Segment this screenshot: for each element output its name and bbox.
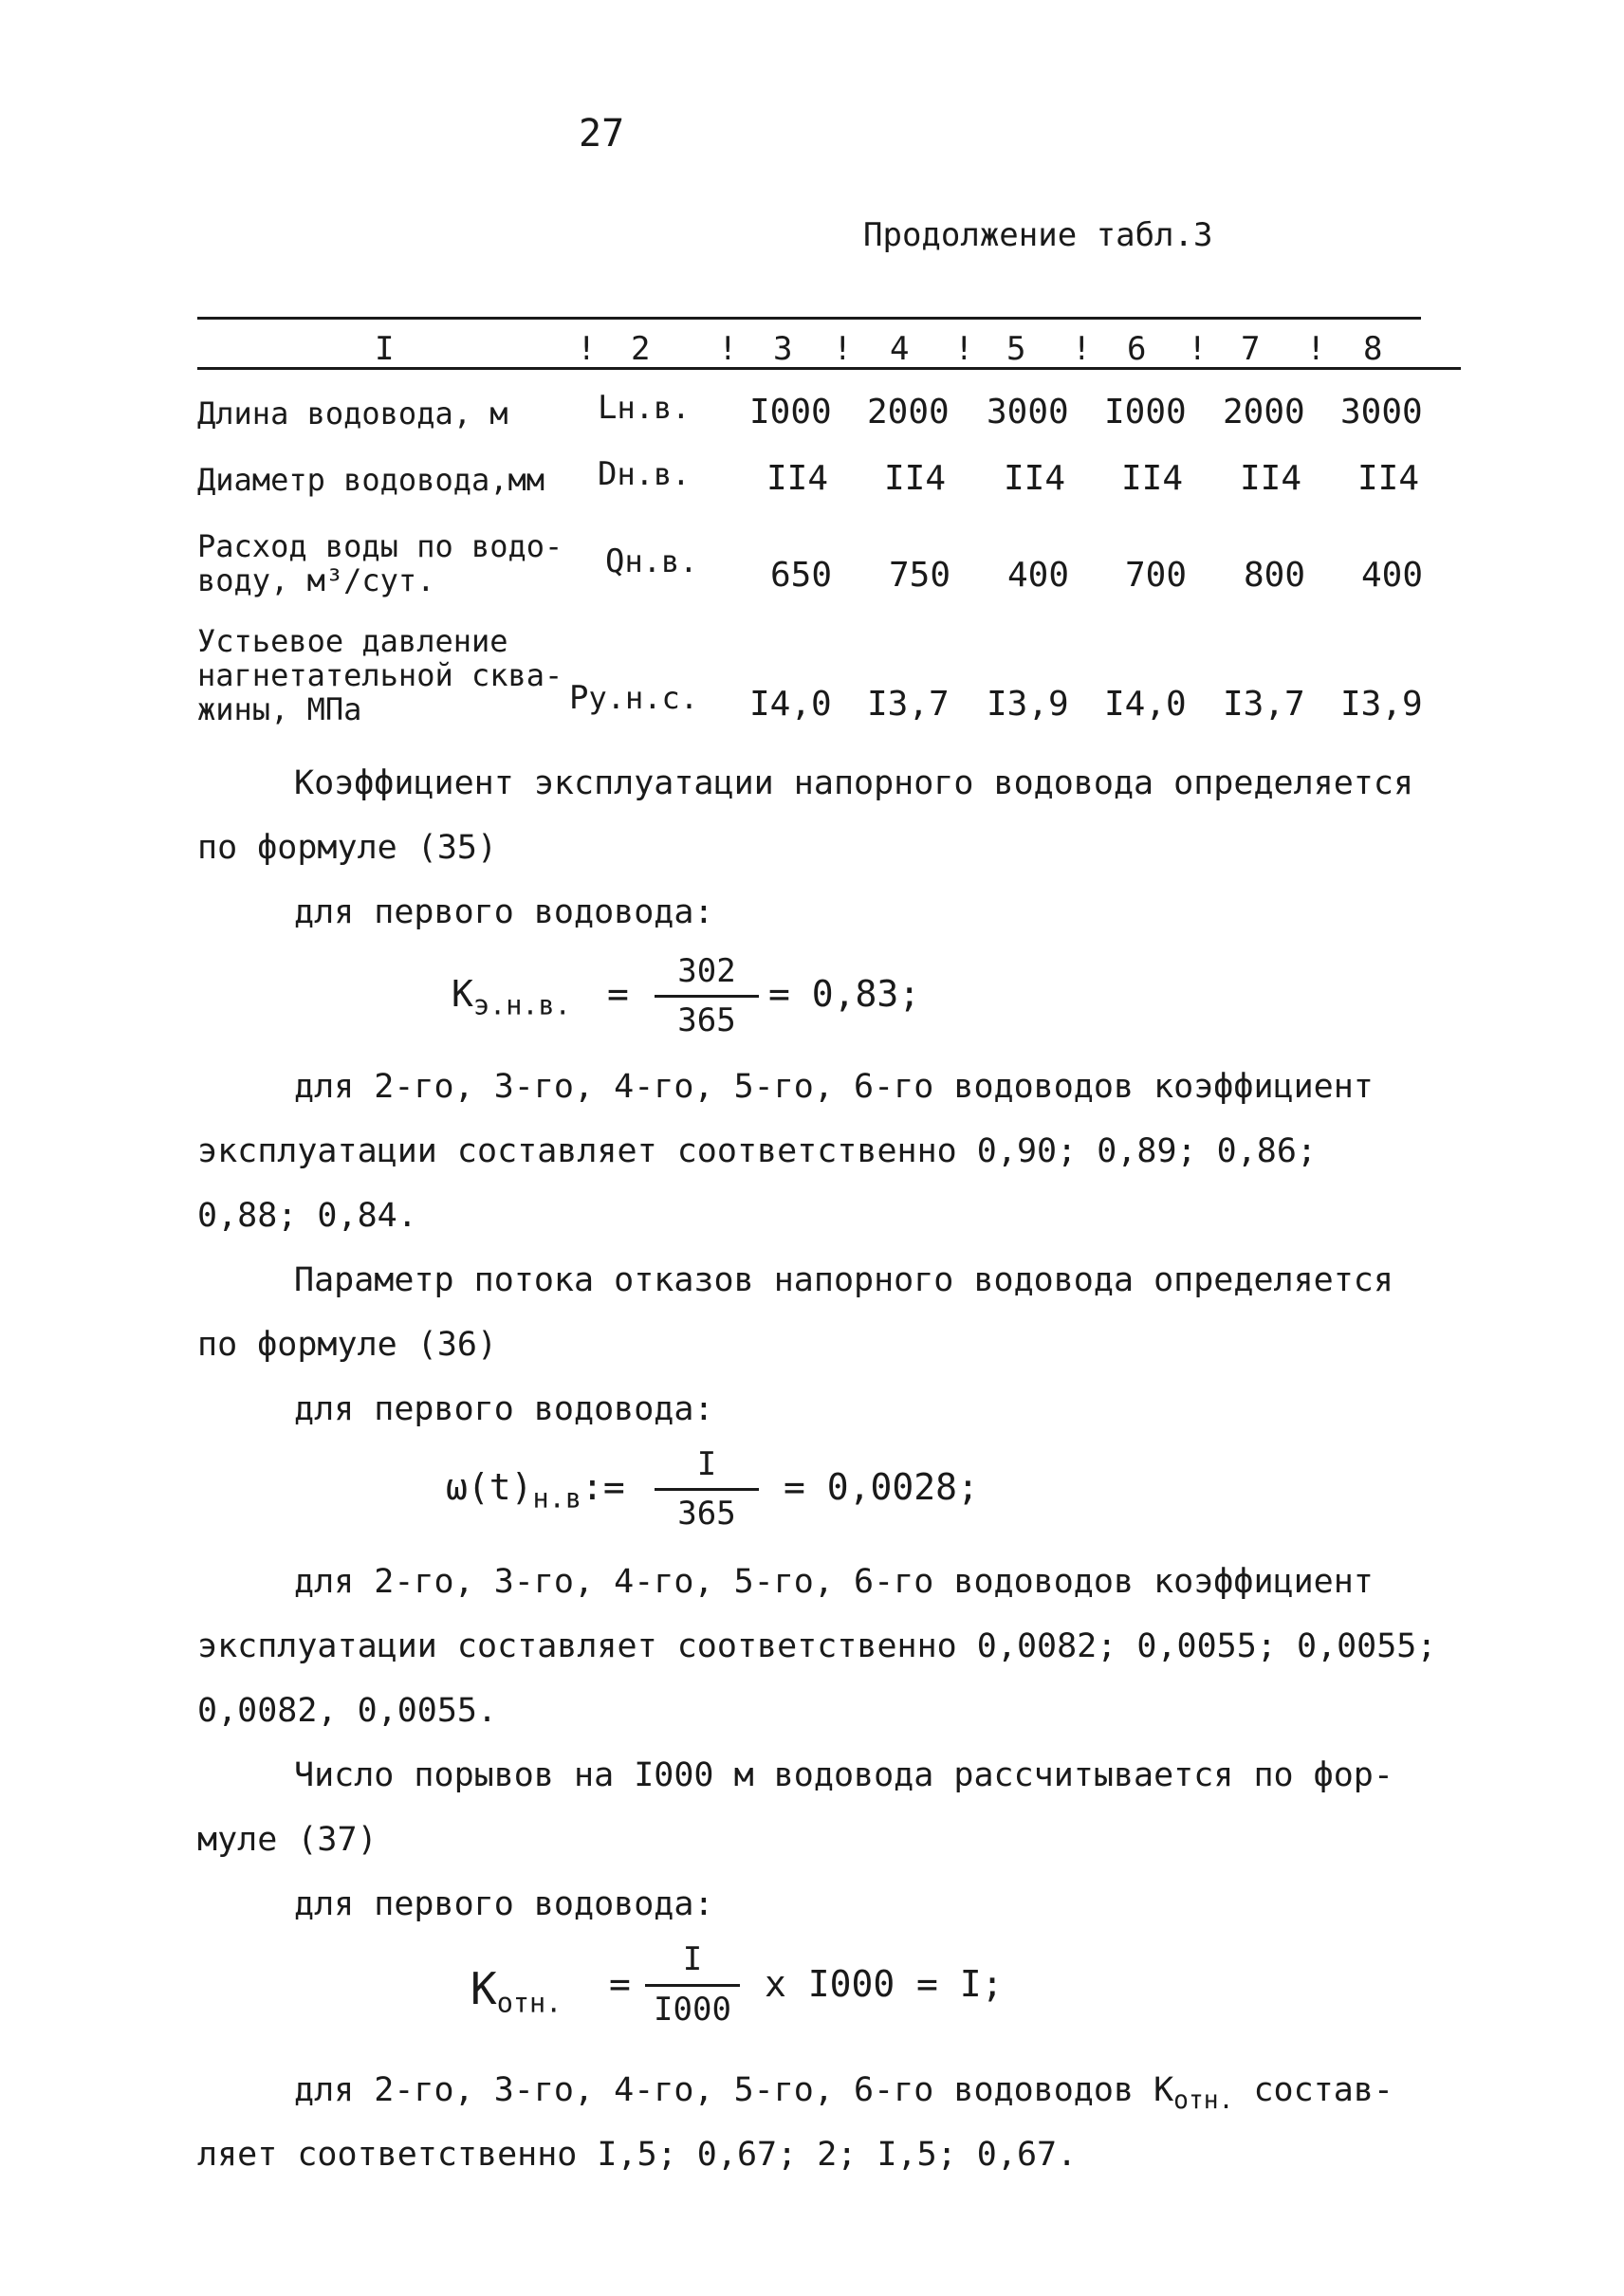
paragraph-intro: для первого водовода: <box>294 893 714 931</box>
table-cell: II4 <box>1004 459 1066 498</box>
paragraph-line: для 2-го, 3-го, 4-го, 5-го, 6-го водоводов коэффициент <box>294 1563 1374 1601</box>
formula-numerator: 302 <box>677 952 736 990</box>
header-col-8: 8 <box>1363 330 1383 368</box>
row-label: Устьевое давление нагнетательной сква- жины, МПа <box>197 623 563 727</box>
row-symbol: Lн.в. <box>598 389 691 427</box>
table-cell: I3,9 <box>987 685 1069 724</box>
table-cell: 3000 <box>1340 393 1423 432</box>
formula-result: = 0,0028; <box>784 1466 979 1508</box>
table-cell: 800 <box>1244 556 1306 595</box>
header-col-6: 6 <box>1127 330 1147 368</box>
table-cell: I000 <box>1104 393 1187 432</box>
row-symbol: Qн.в. <box>605 542 698 580</box>
table-cell: II4 <box>1240 459 1302 498</box>
table-cell: I4,0 <box>749 685 832 724</box>
paragraph-line: для 2-го, 3-го, 4-го, 5-го, 6-го водоводов $К_{отн.}$ состав- <box>294 2071 1393 2115</box>
header-sep: ! <box>577 330 597 368</box>
paragraph-line: Коэффициент эксплуатации напорного водовода определяется <box>294 764 1414 802</box>
formula-eq: = <box>609 1963 631 2005</box>
formula-result: = I; <box>916 1963 1004 2005</box>
inline-symbol: $К_{отн.}$ <box>1153 2071 1234 2115</box>
table-cell: II4 <box>884 459 947 498</box>
paragraph-line: для 2-го, 3-го, 4-го, 5-го, 6-го водоводов коэффициент <box>294 1068 1374 1106</box>
paragraph-line: по формуле (35) <box>197 829 498 867</box>
paragraph-line: ляет соответственно I,5; 0,67; 2; I,5; 0,67. <box>197 2136 1078 2174</box>
paragraph-line: Параметр потока отказов напорного водовода определяется <box>294 1261 1393 1299</box>
table-cell: 400 <box>1007 556 1070 595</box>
header-col-7: 7 <box>1241 330 1261 368</box>
table-cell: 700 <box>1125 556 1188 595</box>
row-label: Диаметр водовода,мм <box>197 462 545 498</box>
header-sep: ! <box>954 330 974 368</box>
table-cell: 3000 <box>987 393 1069 432</box>
header-sep: ! <box>1072 330 1092 368</box>
formula-multiplier: x I000 <box>765 1963 895 2005</box>
paragraph-line: эксплуатации составляет соответственно 0,0082; 0,0055; 0,0055; <box>197 1627 1437 1665</box>
table-top-rule <box>197 317 1421 320</box>
page-number: 27 <box>579 112 625 156</box>
table-cell: I4,0 <box>1104 685 1187 724</box>
formula-denominator: I000 <box>654 1991 731 2029</box>
paragraph-line: 0,88; 0,84. <box>197 1197 417 1235</box>
header-sep: ! <box>833 330 853 368</box>
fraction-bar <box>645 1984 740 1987</box>
row-symbol: Pу.н.с. <box>569 679 699 717</box>
formula-numerator: I <box>696 1445 717 1483</box>
table-cell: 2000 <box>867 393 950 432</box>
table-cell: 750 <box>889 556 951 595</box>
header-col-2: 2 <box>631 330 651 368</box>
paragraph-line: по формуле (36) <box>197 1326 498 1364</box>
table-cell: 400 <box>1361 556 1424 595</box>
formula-lhs: $\omega(t)_{н.в}:=$ <box>446 1466 625 1515</box>
paragraph-intro: для первого водовода: <box>294 1885 714 1923</box>
table-cell: I3,9 <box>1340 685 1423 724</box>
table-cell: II4 <box>1357 459 1420 498</box>
table-cell: I3,7 <box>1223 685 1305 724</box>
header-sep: ! <box>1188 330 1208 368</box>
fraction-bar <box>655 1488 759 1491</box>
table-caption: Продолжение табл.3 <box>863 216 1213 254</box>
paragraph-line: 0,0082, 0,0055. <box>197 1692 498 1730</box>
paragraph-intro: для первого водовода: <box>294 1390 714 1428</box>
row-label: Расход воды по водо- воду, м³/сут. <box>197 528 563 598</box>
formula-lhs: $К_{э.н.в.}$ <box>452 973 571 1021</box>
paragraph-line: муле (37) <box>197 1821 378 1859</box>
table-cell: 2000 <box>1223 393 1305 432</box>
paragraph-line: Число порывов на I000 м водовода рассчитывается по фор- <box>294 1756 1393 1794</box>
table-cell: II4 <box>766 459 829 498</box>
row-symbol: Dн.в. <box>598 455 691 493</box>
formula-result: = 0,83; <box>768 973 921 1015</box>
formula-denominator: 365 <box>677 1001 736 1039</box>
formula-eq: = <box>607 973 629 1015</box>
formula-denominator: 365 <box>677 1495 736 1533</box>
header-col-1: I <box>375 330 395 368</box>
formula-numerator: I <box>682 1940 703 1978</box>
header-col-4: 4 <box>890 330 910 368</box>
paragraph-line: эксплуатации составляет соответственно 0,90; 0,89; 0,86; <box>197 1132 1318 1170</box>
table-cell: 650 <box>770 556 833 595</box>
header-col-3: 3 <box>773 330 793 368</box>
header-sep: ! <box>1306 330 1326 368</box>
table-cell: I3,7 <box>867 685 950 724</box>
formula-lhs: $К_{отн.}$ <box>471 1963 563 2019</box>
row-label: Длина водовода, м <box>197 395 508 432</box>
fraction-bar <box>655 995 759 998</box>
table-cell: II4 <box>1121 459 1184 498</box>
header-sep: ! <box>718 330 738 368</box>
table-cell: I000 <box>749 393 832 432</box>
header-col-5: 5 <box>1006 330 1026 368</box>
